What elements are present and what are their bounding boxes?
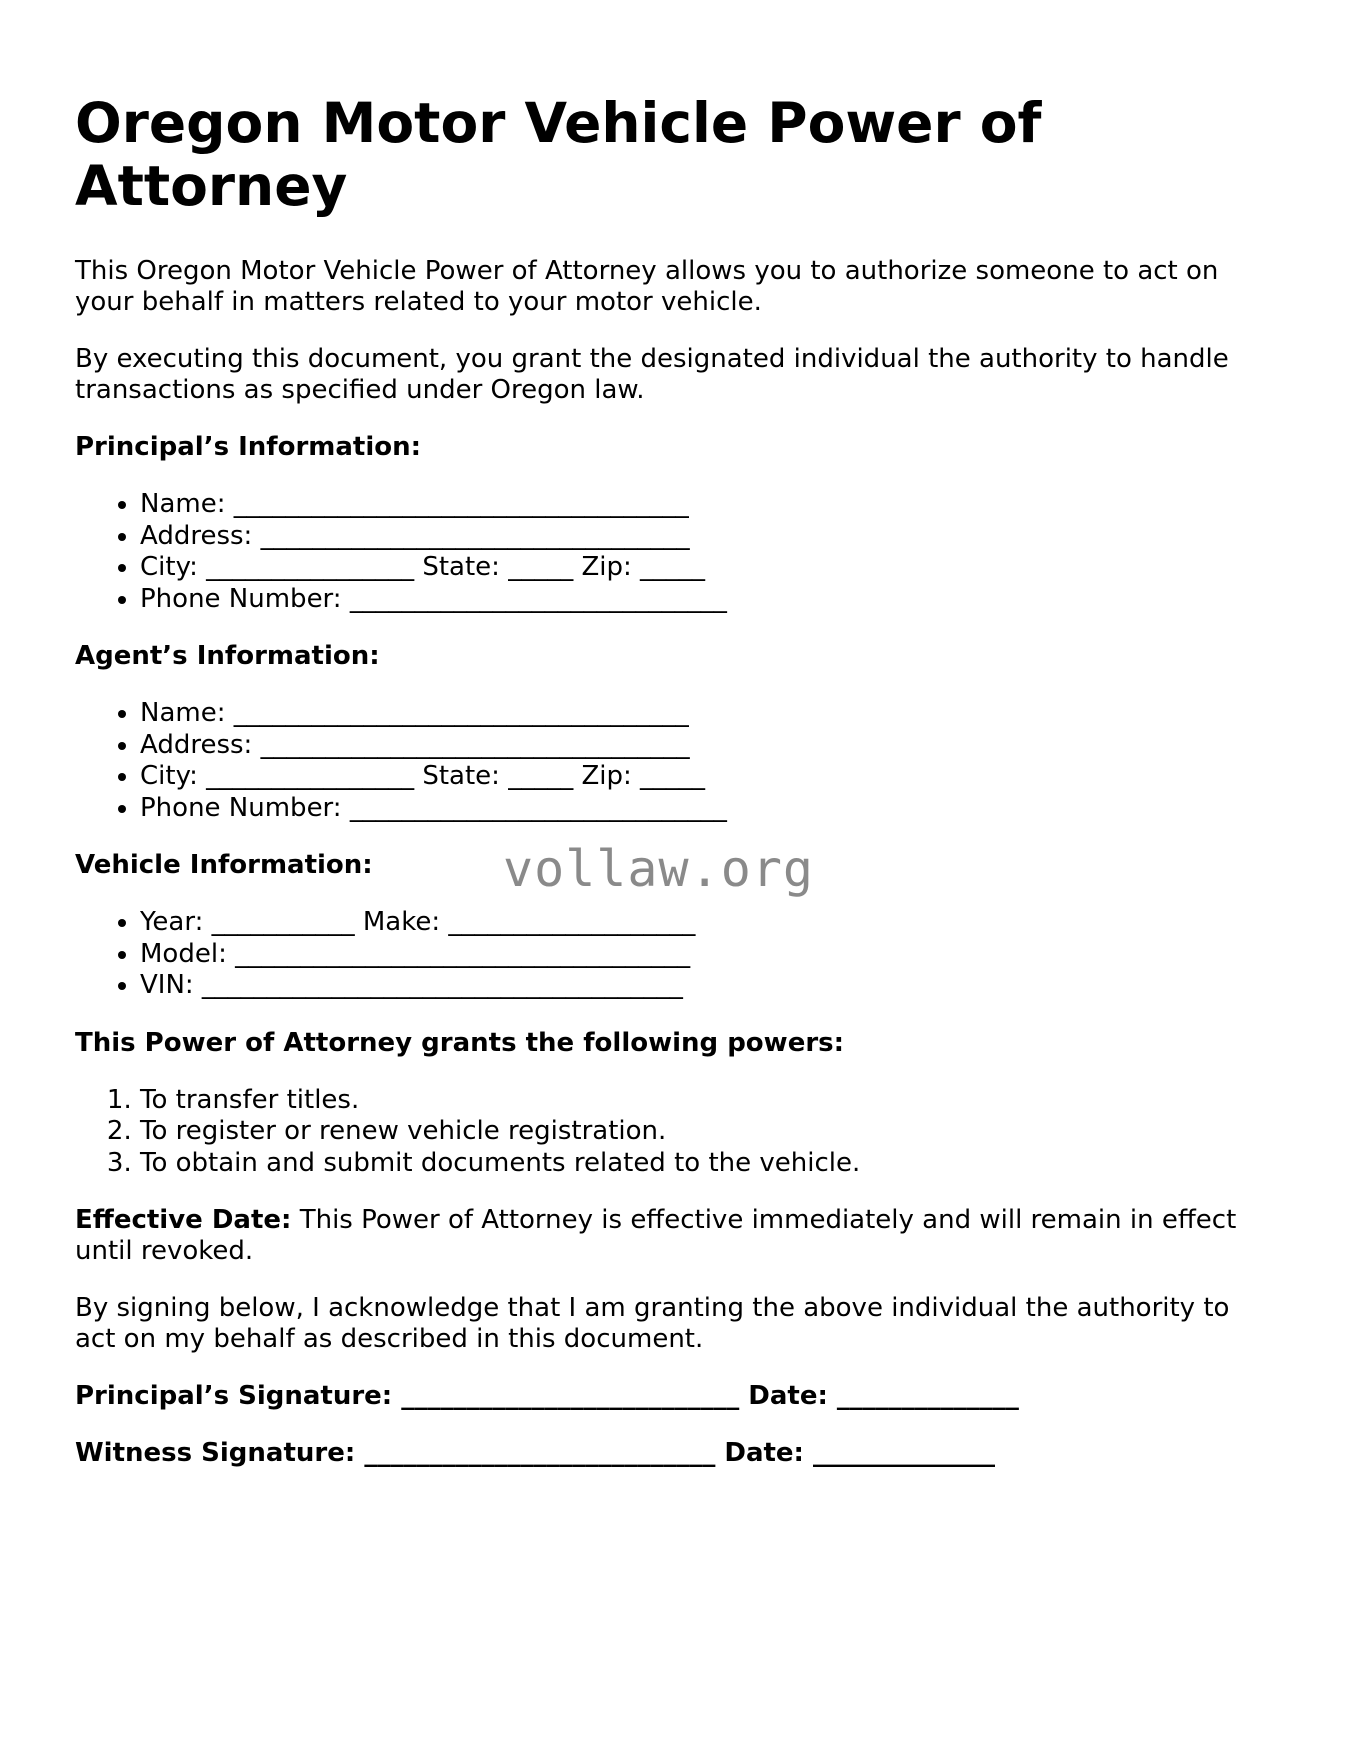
vehicle-heading: Vehicle Information: xyxy=(75,850,373,880)
witness-signature-line: Witness Signature: ___________________________ Date: ______________ xyxy=(75,1438,996,1468)
intro-paragraph-1: This Oregon Motor Vehicle Power of Attorney allows you to authorize someone to act on your behalf in matters related to your motor vehicle. xyxy=(75,256,1219,317)
principal-address-field: • Address: _________________________________ xyxy=(140,521,1275,553)
principal-signature-line: Principal’s Signature: __________________________ Date: ______________ xyxy=(75,1381,1019,1411)
principal-info-list xyxy=(75,489,1275,615)
principal-name-field: • Name: ___________________________________ xyxy=(140,489,1275,521)
agent-address-field: • Address: _________________________________ xyxy=(140,730,1275,762)
principal-phone-field: • Phone Number: _____________________________ xyxy=(140,584,1275,616)
document-title: Oregon Motor Vehicle Power of Attorney xyxy=(75,91,1042,218)
vehicle-model-field: • Model: ___________________________________ xyxy=(140,939,1275,971)
vehicle-year-make-field: • Year: ___________ Make: ___________________ xyxy=(140,907,1275,939)
principal-heading: Principal’s Information: xyxy=(75,432,422,462)
agent-name-field: • Name: ___________________________________ xyxy=(140,698,1275,730)
agent-info-list xyxy=(75,698,1275,824)
power-item: 3. To obtain and submit documents related to the vehicle. xyxy=(140,1148,1275,1180)
acknowledgment-paragraph: By signing below, I acknowledge that I am granting the above individual the authority to act on my behalf as described in this document. xyxy=(75,1293,1230,1354)
watermark: vollaw.org xyxy=(503,840,815,898)
document-page xyxy=(75,92,1275,1495)
effective-date-paragraph xyxy=(75,1205,1275,1267)
agent-city-state-zip-field: • City: ________________ State: _____ Zip: _____ xyxy=(140,761,1275,793)
agent-heading: Agent’s Information: xyxy=(75,641,380,671)
agent-phone-field: • Phone Number: _____________________________ xyxy=(140,793,1275,825)
vehicle-info-list xyxy=(75,907,1275,1002)
power-item: 1. To transfer titles. xyxy=(140,1085,1275,1117)
powers-heading: This Power of Attorney grants the following powers: xyxy=(75,1027,845,1058)
power-item: 2. To register or renew vehicle registration. xyxy=(140,1116,1275,1148)
vehicle-vin-field: • VIN: _____________________________________ xyxy=(140,970,1275,1002)
effective-date-label: Effective Date: xyxy=(75,1205,292,1235)
powers-list xyxy=(75,1085,1275,1180)
principal-city-state-zip-field: • City: ________________ State: _____ Zip: _____ xyxy=(140,552,1275,584)
effective-date-text: This Power of Attorney is effective immediately and will remain in effect until revoked. xyxy=(75,1205,1237,1266)
intro-paragraph-2: By executing this document, you grant the designated individual the authority to handle transactions as specified under Oregon law. xyxy=(75,344,1229,405)
